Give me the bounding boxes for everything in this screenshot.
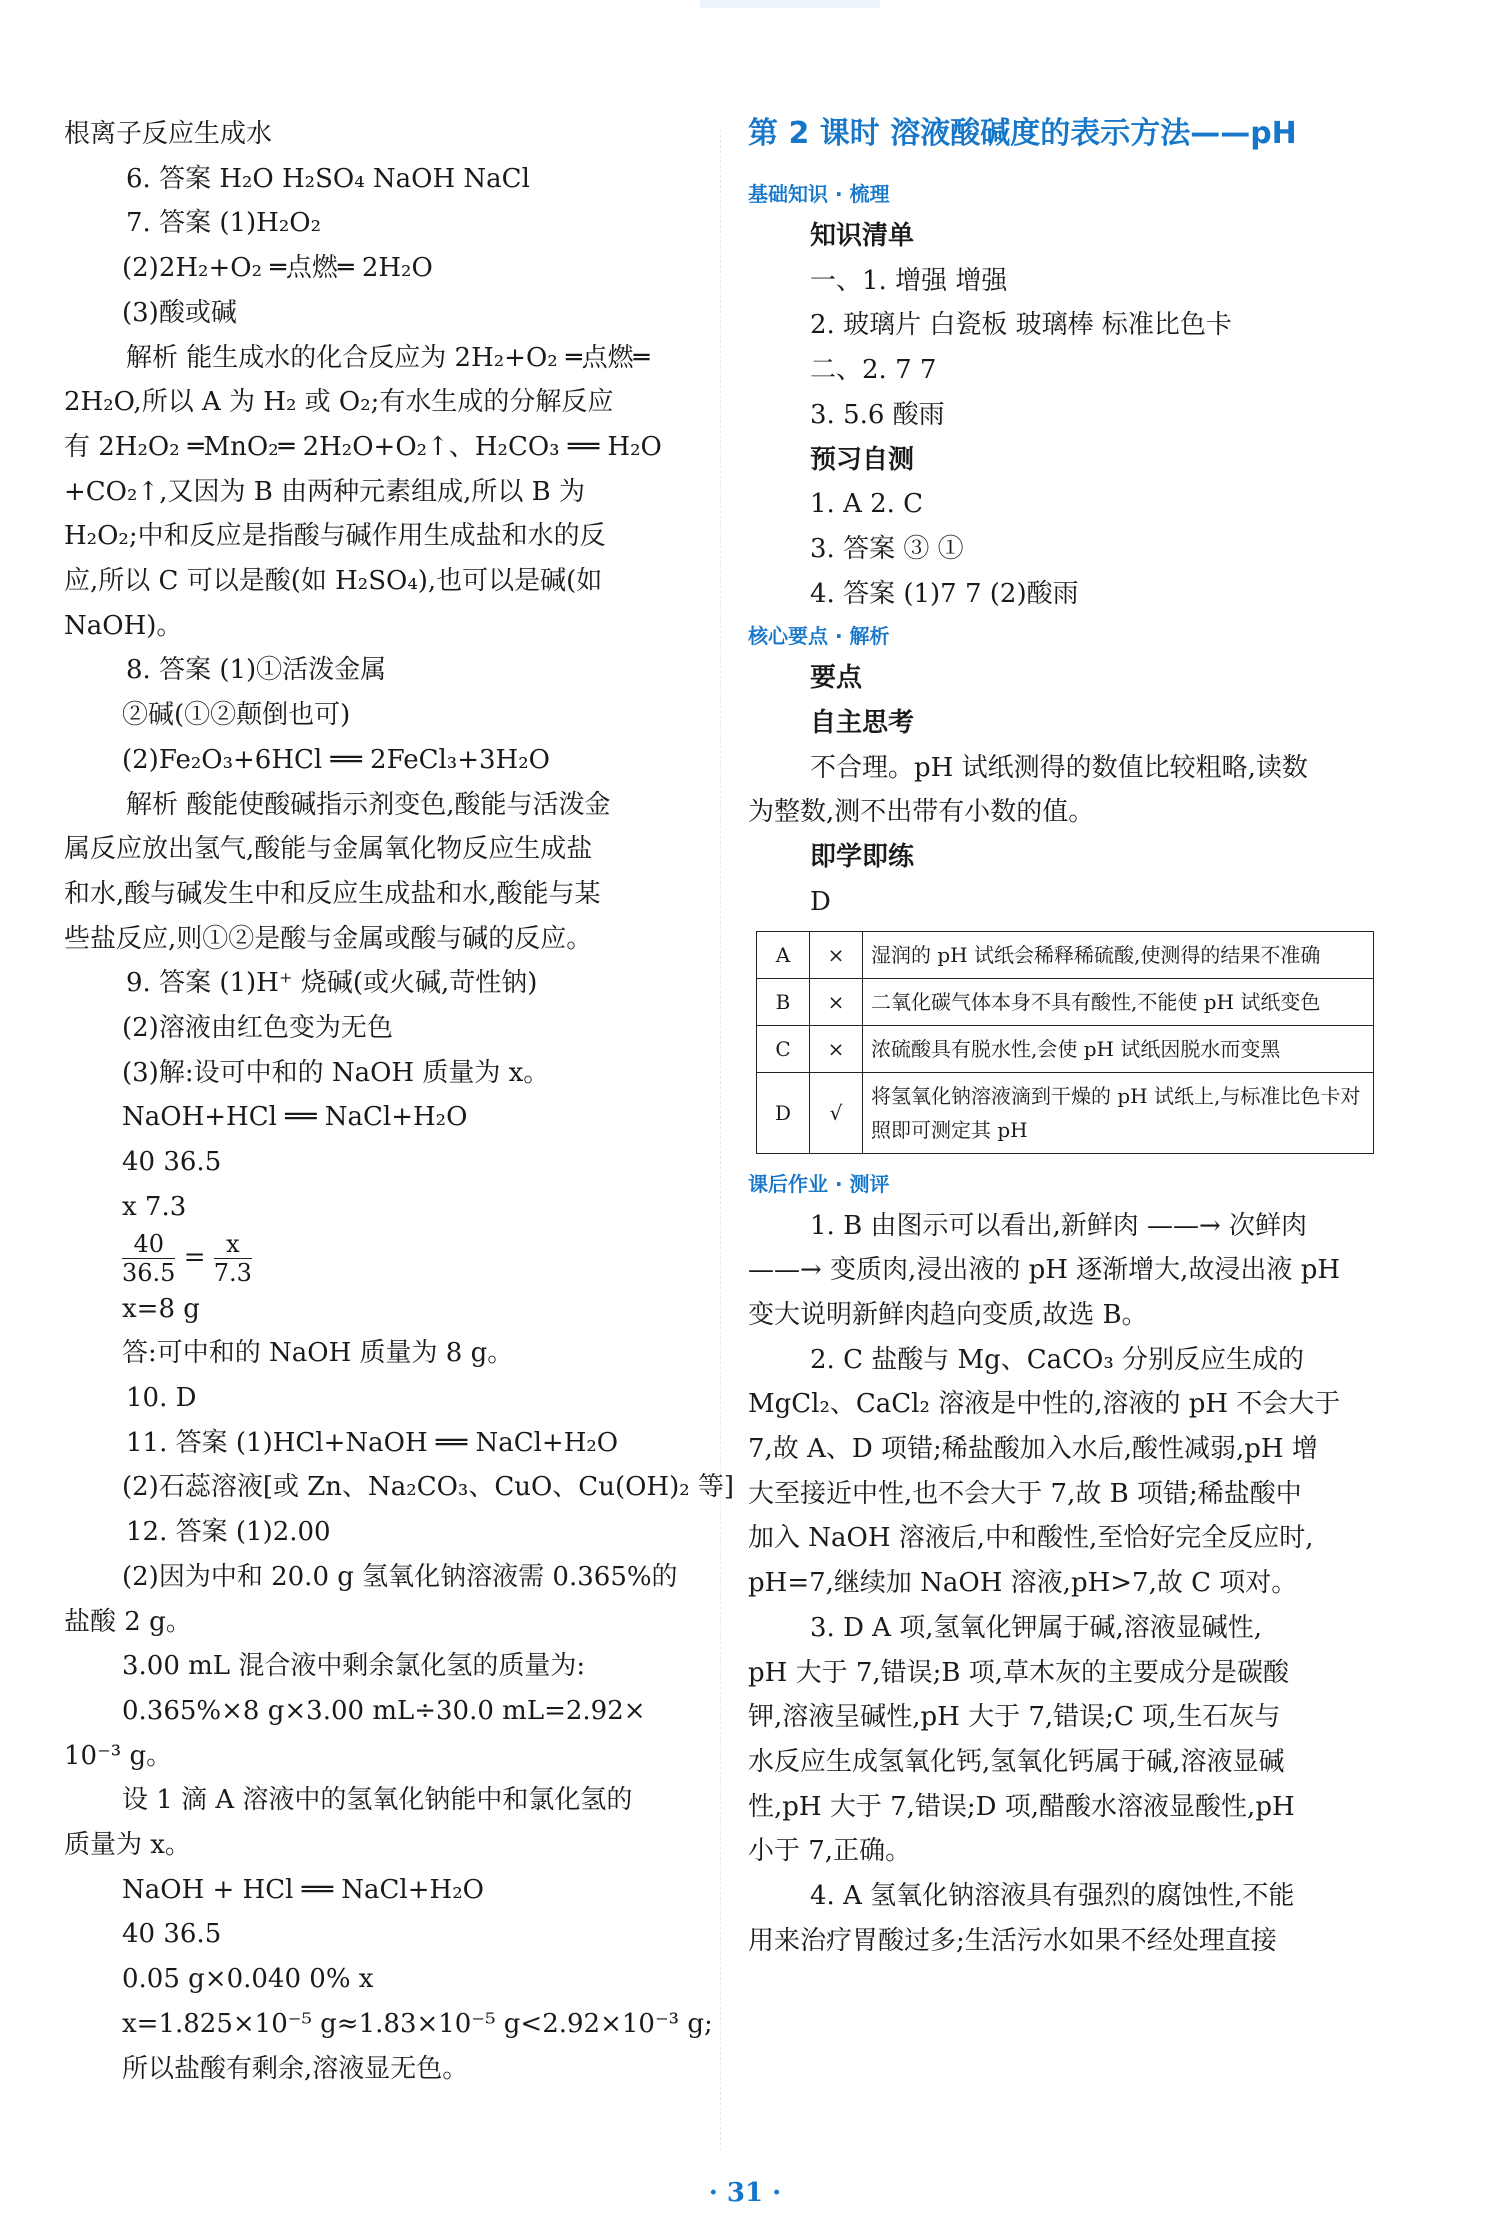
core-block [748,656,1378,924]
text-line: 知识清单 [810,221,915,251]
text-line: 解析 能生成水的化合反应为 2H₂+O₂ ═点燃═ [126,342,650,373]
explanation-cell: 浓硫酸具有脱水性,会使 pH 试纸因脱水而变黑 [863,1025,1374,1072]
text-line: 自主思考 [810,708,915,739]
text-line: 1. B 由图示可以看出,新鲜肉 ——→ 次鲜肉 [810,1210,1308,1241]
scan-mark [700,0,880,8]
text-line: 有 2H₂O₂ ═MnO₂═ 2H₂O+O₂↑、H₂CO₃ ══ H₂O [64,431,662,462]
option-cell: A [757,931,810,978]
text-line: NaOH + HCl ══ NaCl+H₂O [122,1874,484,1905]
left-column [64,112,735,2091]
explanation-cell: 将氢氧化钠溶液滴到干燥的 pH 试纸上,与标准比色卡对照即可测定其 pH [863,1072,1374,1153]
text-line: 40 36.5 [122,1147,222,1178]
text-line: 二、2. 7 7 [810,355,937,386]
explanation-cell: 湿润的 pH 试纸会稀释稀硫酸,使测得的结果不准确 [863,931,1374,978]
explanation-cell: 二氧化碳气体本身不具有酸性,不能使 pH 试纸变色 [863,978,1374,1025]
lesson-title: 第 2 课时 溶液酸碱度的表示方法——pH [748,116,1297,151]
basics-block [748,214,1378,616]
text-line: (2)石蕊溶液[或 Zn、Na₂CO₃、CuO、Cu(OH)₂ 等] [122,1472,735,1503]
text-line: 加入 NaOH 溶液后,中和酸性,至恰好完全反应时, [748,1523,1314,1554]
section-heading-core: 核心要点 · 解析 [748,624,890,649]
text-line: 小于 7,正确。 [748,1836,912,1867]
text-line: ——→ 变质肉,浸出液的 pH 逐渐增大,故浸出液 pH [748,1255,1341,1286]
text-line: 即学即练 [810,842,915,873]
text-line: 要点 [810,663,863,694]
text-line: (2)溶液由红色变为无色 [122,1013,393,1044]
text-line: x=1.825×10⁻⁵ g≈1.83×10⁻⁵ g<2.92×10⁻³ g; [122,2008,713,2039]
text-line: 一、1. 增强 增强 [810,265,1008,296]
text-line: pH=7,继续加 NaOH 溶液,pH>7,故 C 项对。 [748,1568,1298,1599]
text-line: 答:可中和的 NaOH 质量为 8 g。 [122,1338,514,1369]
left-lines-2 [64,1287,735,2092]
option-cell: B [757,978,810,1025]
text-line: 10. D [126,1382,197,1413]
text-line: pH 大于 7,错误;B 项,草木灰的主要成分是碳酸 [748,1657,1290,1688]
text-line: NaOH)。 [64,610,183,641]
text-line: 11. 答案 (1)HCl+NaOH ══ NaCl+H₂O [126,1427,619,1458]
text-line: 2. C 盐酸与 Mg、CaCO₃ 分别反应生成的 [810,1344,1305,1375]
text-line: 盐酸 2 g。 [64,1606,192,1637]
left-lines [64,112,704,1230]
text-line: (2)Fe₂O₃+6HCl ══ 2FeCl₃+3H₂O [122,744,550,775]
text-line: (3)解:设可中和的 NaOH 质量为 x。 [122,1057,550,1088]
text-line: +CO₂↑,又因为 B 由两种元素组成,所以 B 为 [64,476,586,507]
text-line: 些盐反应,则①②是酸与金属或酸与碱的反应。 [64,923,593,954]
column-divider [720,130,721,2150]
mark-cell: × [810,978,863,1025]
text-line: 不合理。pH 试纸测得的数值比较粗略,读数 [810,752,1308,783]
text-line: 用来治疗胃酸过多;生活污水如果不经处理直接 [748,1925,1277,1956]
text-line: 质量为 x。 [64,1830,191,1861]
text-line: D [810,886,831,917]
text-line: (2)2H₂+O₂ ═点燃═ 2H₂O [122,253,433,284]
fraction-right [214,1230,252,1287]
text-line: 12. 答案 (1)2.00 [126,1517,331,1548]
text-line: 2. 玻璃片 白瓷板 玻璃棒 标准比色卡 [810,310,1232,341]
table-row [757,1072,1374,1153]
table-row [757,931,1374,978]
text-line: 为整数,测不出带有小数的值。 [748,797,1095,828]
text-line: 大至接近中性,也不会大于 7,故 B 项错;稀盐酸中 [748,1478,1302,1509]
section-heading-basics: 基础知识 · 梳理 [748,182,890,206]
text-line: x 7.3 [122,1191,187,1222]
frac-numerator: 40 [122,1230,175,1259]
text-line: 40 36.5 [122,1919,222,1950]
option-cell: D [757,1072,810,1153]
text-line: 7. 答案 (1)H₂O₂ [126,208,322,239]
text-line: NaOH+HCl ══ NaCl+H₂O [122,1102,468,1133]
text-line: 预习自测 [810,444,915,475]
text-line: 所以盐酸有剩余,溶液显无色。 [122,2053,469,2084]
section-heading-homework: 课后作业 · 测评 [748,1171,890,1196]
text-line: 水反应生成氢氧化钙,氢氧化钙属于碱,溶液显碱 [748,1746,1285,1777]
option-cell: C [757,1025,810,1072]
text-line: 应,所以 C 可以是酸(如 H₂SO₄),也可以是碱(如 [64,566,603,597]
text-line: ②碱(①②颠倒也可) [122,700,351,731]
text-line: 4. A 氢氧化钠溶液具有强烈的腐蚀性,不能 [810,1881,1295,1912]
text-line: 设 1 滴 A 溶液中的氢氧化钠能中和氯化氢的 [122,1785,633,1816]
text-line: 3. 5.6 酸雨 [810,399,945,430]
text-line: MgCl₂、CaCl₂ 溶液是中性的,溶液的 pH 不会大于 [748,1389,1341,1420]
text-line: 3. D A 项,氢氧化钾属于碱,溶液显碱性, [810,1612,1263,1643]
mark-cell: √ [810,1072,863,1153]
text-line: (2)因为中和 20.0 g 氢氧化钠溶液需 0.365%的 [122,1561,678,1592]
frac-numerator: x [214,1230,252,1259]
text-line: 0.05 g×0.040 0% x [122,1964,374,1995]
table-row [757,1025,1374,1072]
text-line: 10⁻³ g。 [64,1740,173,1771]
option-analysis-table [756,931,1374,1154]
text-line: 钾,溶液呈碱性,pH 大于 7,错误;C 项,生石灰与 [748,1702,1281,1733]
mark-cell: × [810,1025,863,1072]
text-line: 属反应放出氢气,酸能与金属氧化物反应生成盐 [64,834,593,865]
fraction-left [122,1230,175,1287]
text-line: 变大说明新鲜肉趋向变质,故选 B。 [748,1299,1148,1330]
text-line: 7,故 A、D 项错;稀盐酸加入水后,酸性减弱,pH 增 [748,1434,1318,1465]
page-number: · 31 · [708,2178,782,2208]
text-line: 解析 酸能使酸碱指示剂变色,酸能与活泼金 [126,789,611,820]
text-line: (3)酸或碱 [122,297,237,328]
table-row [757,978,1374,1025]
text-line: 性,pH 大于 7,错误;D 项,醋酸水溶液显酸性,pH [748,1791,1295,1822]
text-line: 3. 答案 ③ ① [810,533,964,564]
text-line: 2H₂O,所以 A 为 H₂ 或 O₂;有水生成的分解反应 [64,387,614,418]
text-line: 8. 答案 (1)①活泼金属 [126,655,387,686]
homework-block [748,1204,1378,1964]
right-column [748,112,1378,1964]
text-line: H₂O₂;中和反应是指酸与碱作用生成盐和水的反 [64,521,606,552]
frac-denominator: 7.3 [213,1258,252,1287]
frac-denominator: 36.5 [122,1258,176,1287]
fraction-equation: $\frac{40}{36.5}$ = $\frac{x}{7.3}$ [122,1229,252,1287]
text-line: 9. 答案 (1)H⁺ 烧碱(或火碱,苛性钠) [126,968,538,999]
text-line: 根离子反应生成水 [64,119,273,149]
text-line: 0.365%×8 g×3.00 mL÷30.0 mL=2.92× [122,1695,646,1726]
text-line: 和水,酸与碱发生中和反应生成盐和水,酸能与某 [64,878,601,909]
text-line: 4. 答案 (1)7 7 (2)酸雨 [810,578,1079,609]
text-line: x=8 g [122,1293,200,1324]
mark-cell: × [810,931,863,978]
text-line: 1. A 2. C [810,489,924,520]
text-line: 6. 答案 H₂O H₂SO₄ NaOH NaCl [126,163,530,194]
text-line: 3.00 mL 混合液中剩余氯化氢的质量为: [122,1651,586,1682]
